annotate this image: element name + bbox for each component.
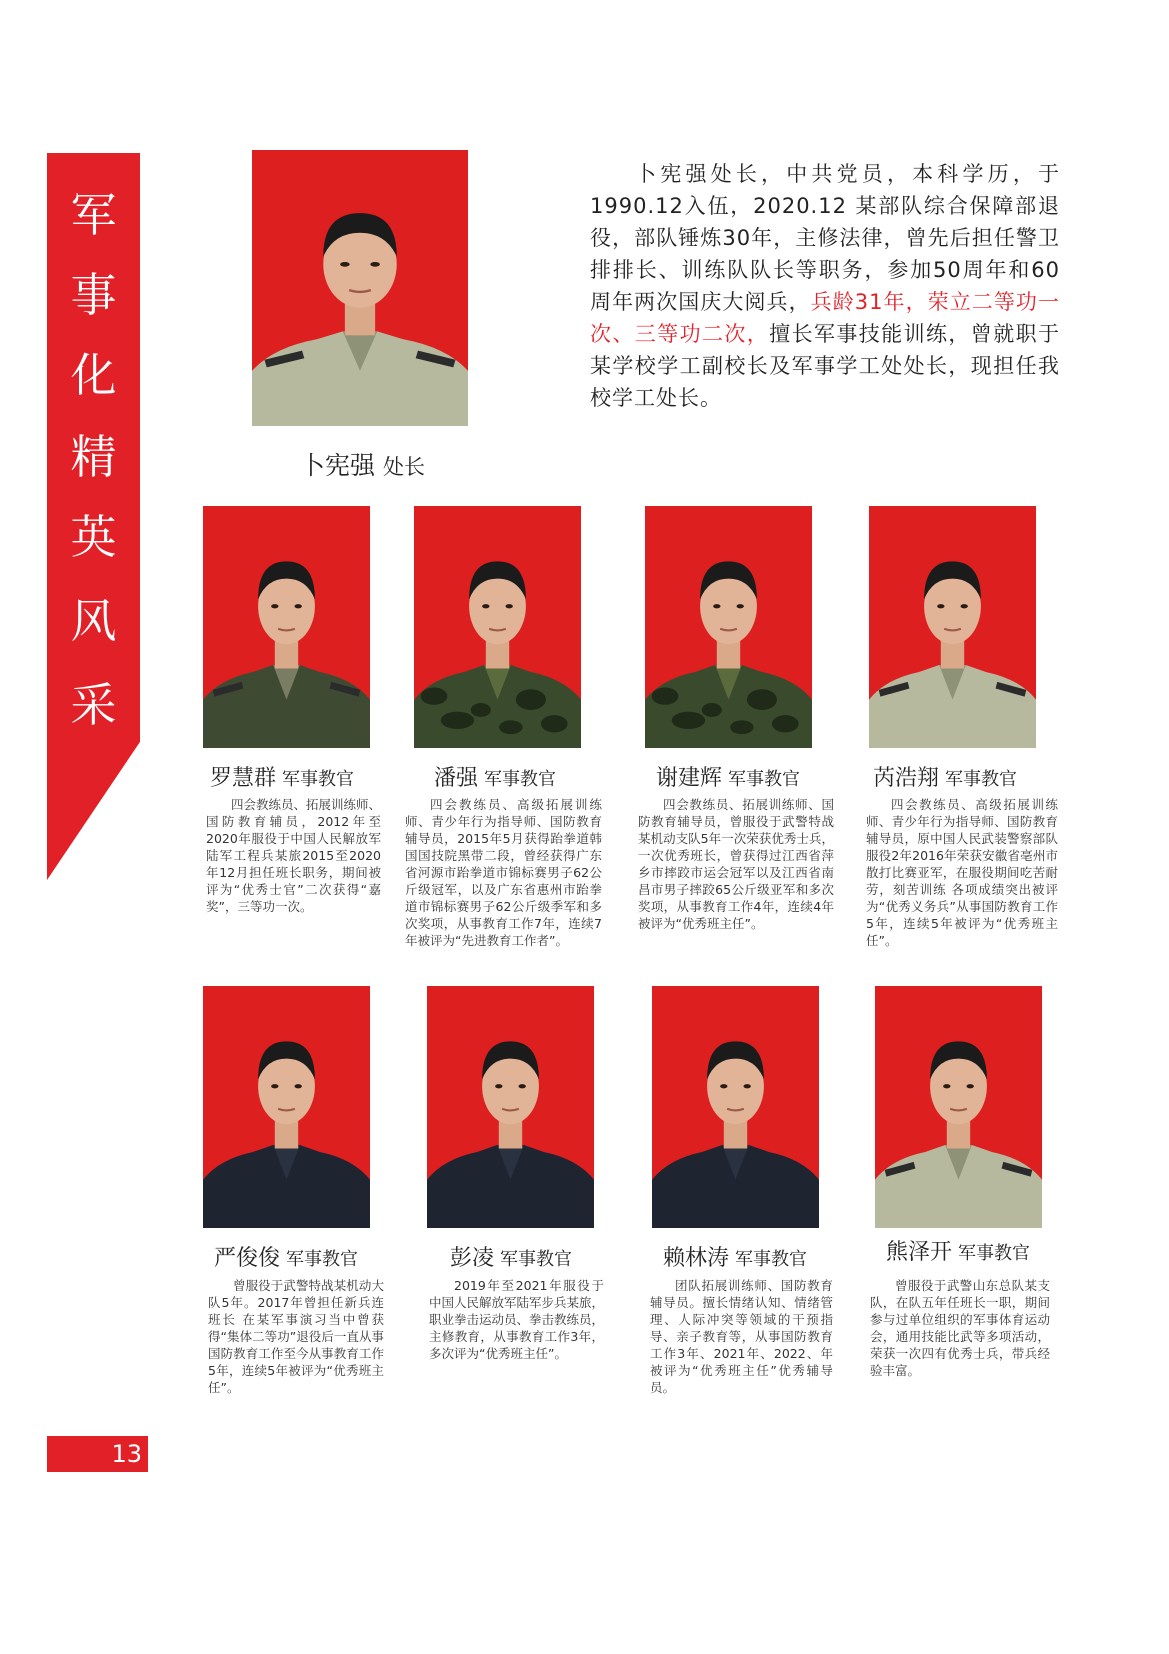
heading-char: 化	[70, 348, 117, 402]
chief-title: 处长	[383, 455, 426, 479]
portrait-figure	[252, 150, 468, 426]
officer-bio: 四会教练员、拓展训练师、国防教育辅导员，曾服役于武警特战某机动支队5年一次荣获优秀士兵，一次优秀班长，曾获得过江西省萍乡市摔跤市运会冠军以及江西省南昌市男子摔跤65公斤级亚军和多次奖项，从事教育工作4年，连续4年被评为“优秀班主任”。	[638, 797, 834, 931]
chief-photo	[252, 150, 468, 426]
portrait-figure	[414, 506, 581, 748]
page-number: 13	[111, 1440, 142, 1468]
chief-bio	[590, 158, 1060, 414]
chief-bio-part2: 擅长军事技能训练，曾就职于某学校学工副校长及军事学工处处长，现担任我校学工处长。	[590, 322, 1061, 410]
portrait-figure	[652, 986, 819, 1228]
portrait-figure	[203, 506, 370, 748]
heading-char: 采	[70, 678, 117, 732]
officer-name: 赖林涛 军事教官	[663, 1246, 808, 1271]
officer-photo	[645, 506, 812, 748]
heading-char: 英	[70, 510, 117, 564]
officer-photo	[652, 986, 819, 1228]
chief-bio-highlight: 兵龄31年，荣立二等功一次、三等功二次，	[590, 290, 1060, 346]
officer-name: 熊泽开 军事教官	[886, 1240, 1031, 1265]
officer-name: 潘强 军事教官	[434, 766, 557, 791]
chief-name-text: 卜宪强	[300, 451, 376, 480]
officer-name: 严俊俊 军事教官	[214, 1246, 359, 1271]
officer-bio: 2019年至2021年服役于中国人民解放军陆军步兵某旅，职业拳击运动员、拳击教练员，主修教育，从事教育工作3年，多次评为“优秀班主任”。	[429, 1278, 605, 1361]
officer-photo	[427, 986, 594, 1228]
officer-photo	[869, 506, 1036, 748]
officer-bio: 曾服役于武警特战某机动大队5年。2017年曾担任新兵连班长 在某军事演习当中曾获得“集体二等功”退役后一直从事国防教育工作至今从事教育工作5年，连续5年被评为“优秀班主任”。	[208, 1278, 384, 1395]
officer-name: 罗慧群 军事教官	[210, 766, 355, 791]
portrait-figure	[427, 986, 594, 1228]
officer-name: 芮浩翔 军事教官	[873, 766, 1018, 791]
chief-name	[300, 446, 480, 482]
officer-photo	[414, 506, 581, 748]
portrait-figure	[203, 986, 370, 1228]
officer-photo	[203, 986, 370, 1228]
heading-char: 军	[70, 188, 117, 242]
portrait-figure	[645, 506, 812, 748]
heading-char: 事	[70, 268, 117, 322]
portrait-figure	[875, 986, 1042, 1228]
officer-photo	[875, 986, 1042, 1228]
officer-bio: 四会教练员、拓展训练师、国防教育辅员，2012年至2020年服役于中国人民解放军陆军工程兵某旅2015至2020年12月担任班长职务，期间被评为“优秀士官”二次获得“嘉奖”，三等功一次。	[206, 797, 382, 914]
heading-char: 风	[70, 594, 117, 648]
officer-name: 谢建辉 军事教官	[656, 766, 801, 791]
officer-bio: 团队拓展训练师、国防教育辅导员。擅长情绪认知、情绪管理、人际冲突等领域的干预指导、亲子教育等，从事国防教育工作3年、2021年、2022、年被评为“优秀班主任”优秀辅导员。	[650, 1278, 833, 1395]
officer-name: 彭凌 军事教官	[450, 1246, 573, 1271]
heading-char: 精	[70, 430, 117, 484]
officer-bio: 四会教练员、高级拓展训练师、青少年行为指导师、国防教育辅导员，原中国人民武装警察部队服役2年2016年荣获安徽省亳州市散打比赛亚军，在服役期间吃苦耐劳，刻苦训练 各项成绩突出被评为“优秀义务兵”从事国防教育工作5年，连续5年被评为“优秀班主任”。	[866, 797, 1058, 948]
chief-bio-part1: 卜宪强处长，中共党员，本科学历，于1990.12入伍，2020.12 某部队综合保障部退役，部队锤炼30年，主修法律，曾先后担任警卫排排长、训练队队长等职务，参加50周年和60周年两次国庆大阅兵，	[590, 162, 1060, 314]
officer-photo	[203, 506, 370, 748]
page-number-box	[47, 1436, 148, 1472]
officer-bio: 曾服役于武警山东总队某支队，在队五年任班长一职，期间参与过单位组织的军事体育运动会，通用技能比武等多项活动，荣获一次四有优秀士兵，带兵经验丰富。	[870, 1278, 1050, 1378]
portrait-figure	[869, 506, 1036, 748]
officer-bio: 四会教练员、高级拓展训练师、青少年行为指导师、国防教育辅导员，2015年5月获得跆拳道韩国国技院黑带二段，曾经获得广东省河源市跆拳道市锦标赛男子62公斤级冠军，以及广东省惠州市跆拳道市锦标赛男子62公斤级季军和多次奖项，从事教育工作7年，连续7年被评为“先进教育工作者”。	[405, 797, 602, 948]
